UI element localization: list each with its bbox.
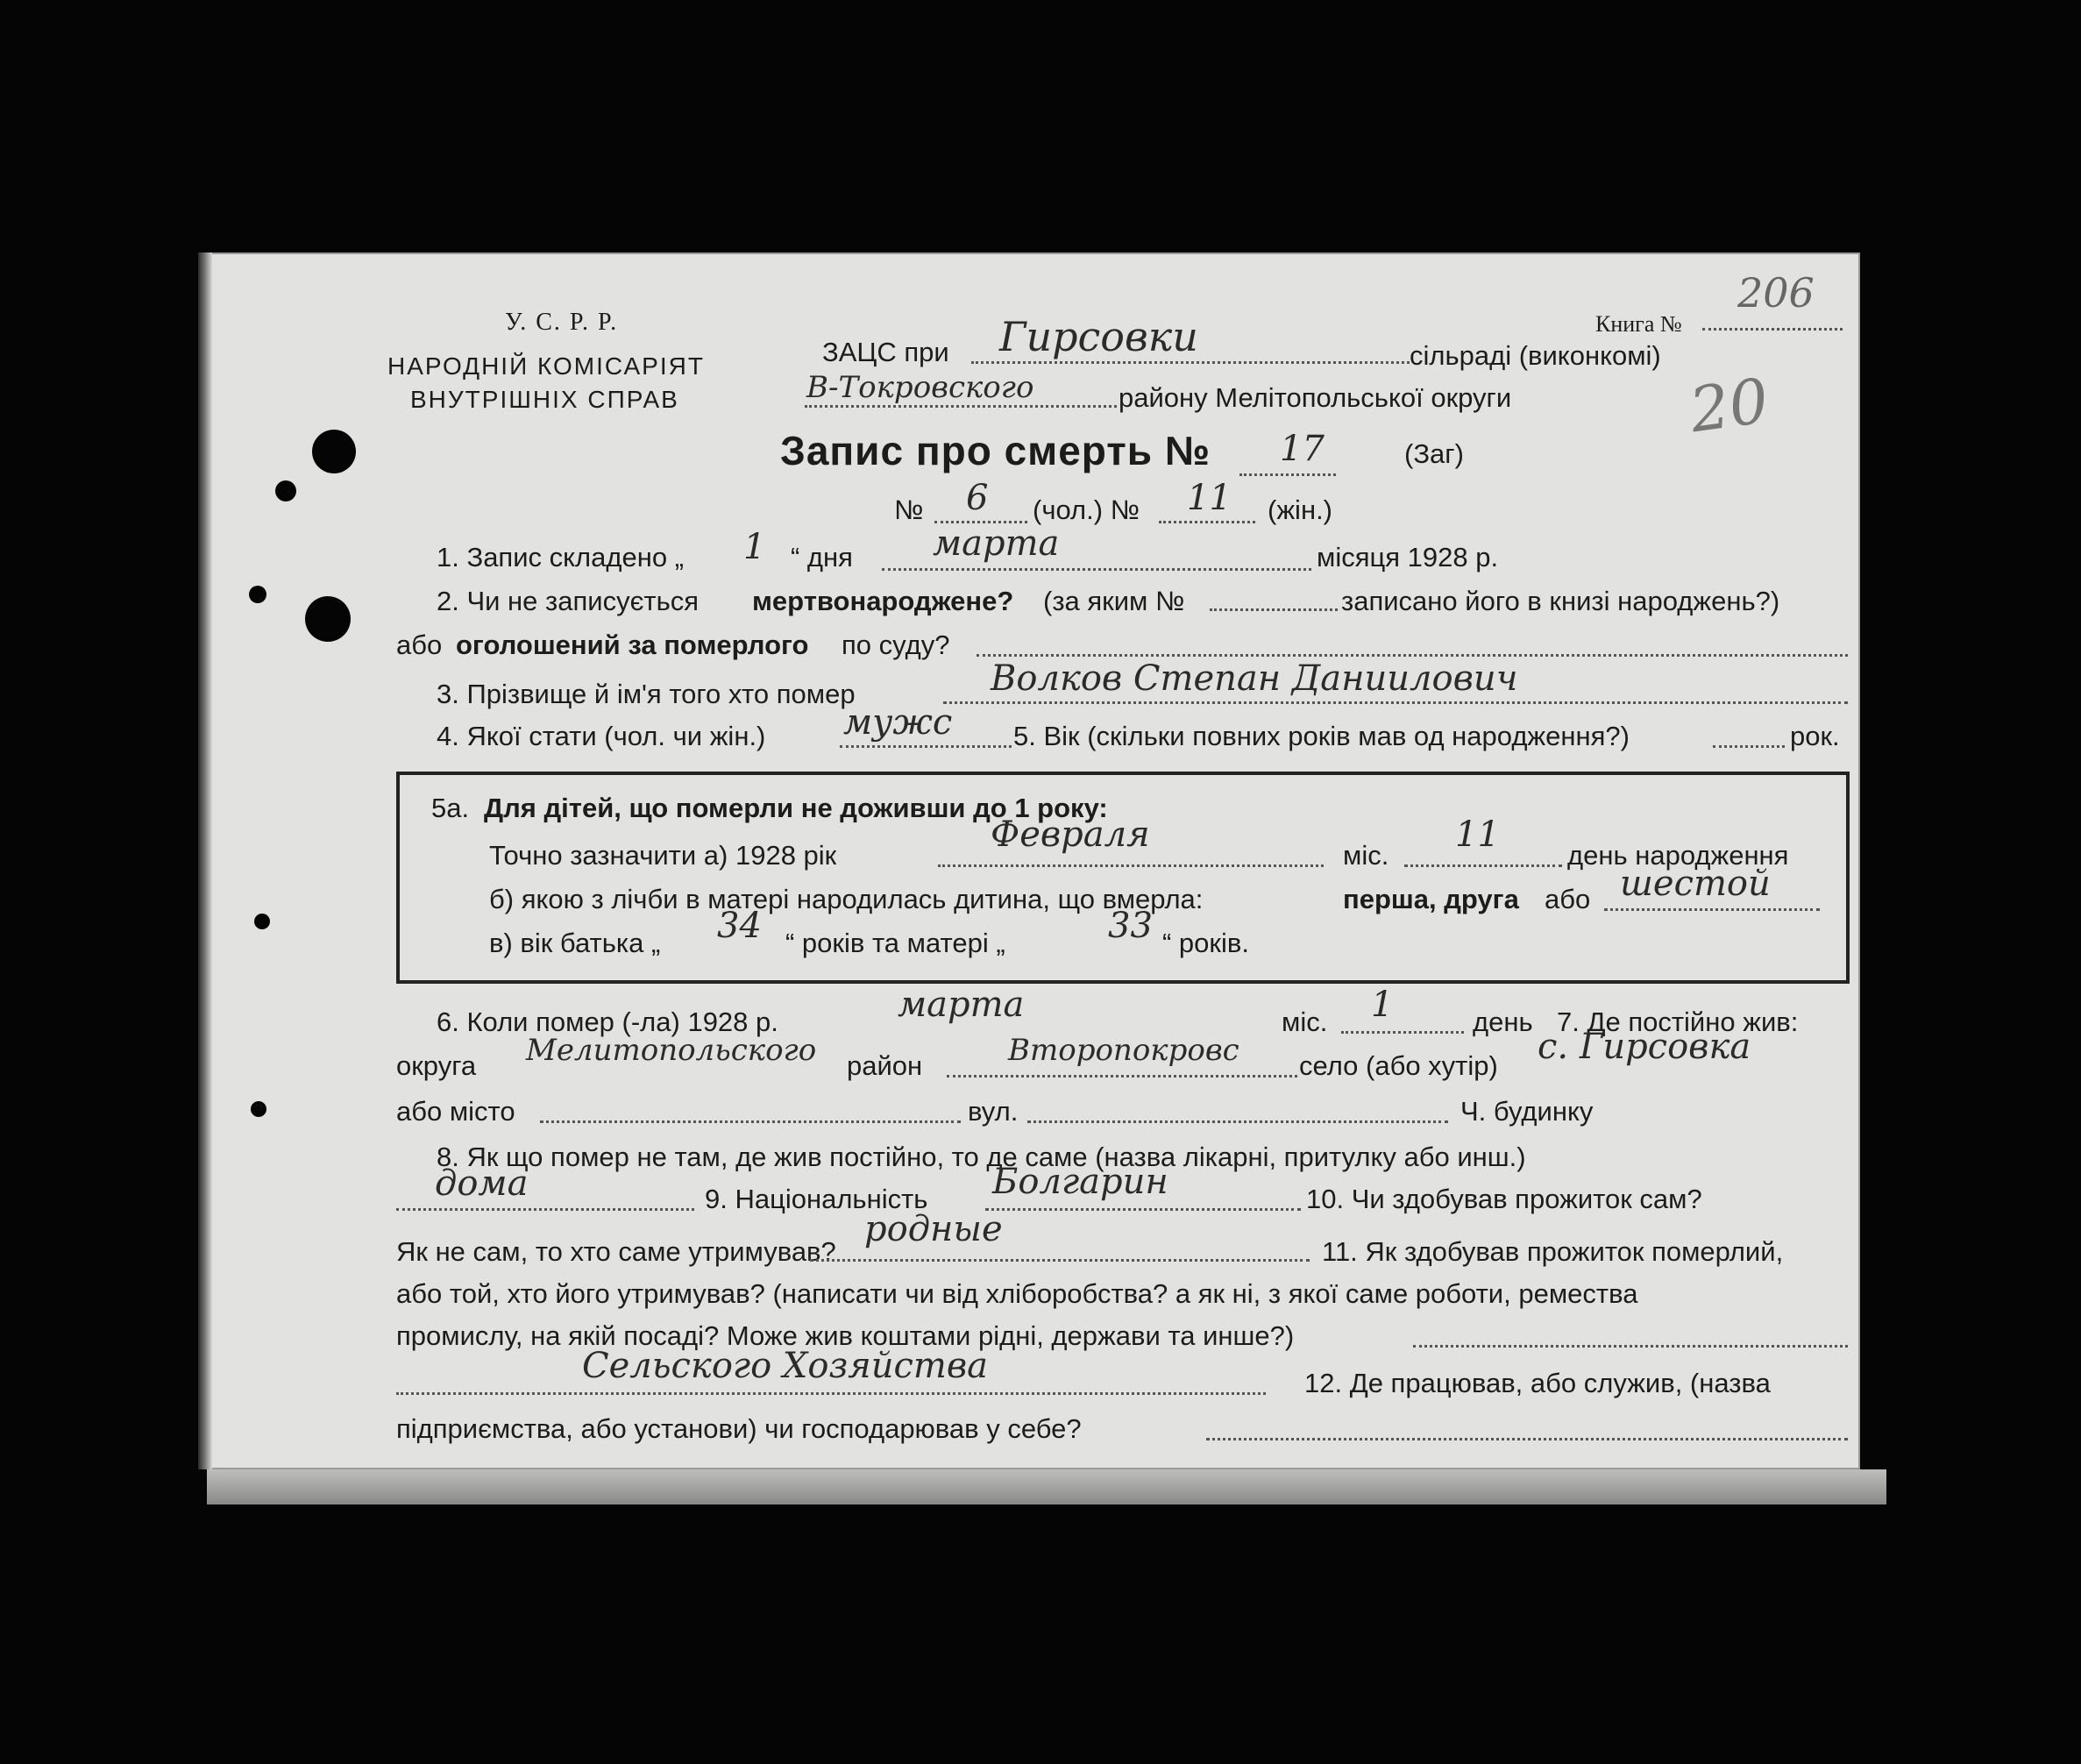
f8-place: дома xyxy=(435,1163,529,1204)
box5a-month: Февраля xyxy=(991,814,1150,855)
raion: Второпокровс xyxy=(1008,1033,1239,1068)
f9-nationality: Болгарин xyxy=(992,1162,1168,1202)
punch-hole xyxy=(305,596,351,642)
f3-label: 3. Прізвище й ім'я того хто помер xyxy=(437,679,856,709)
raion-label: район xyxy=(847,1050,923,1081)
f6-day-line xyxy=(1341,1031,1464,1034)
punch-hole xyxy=(249,586,266,603)
book-number: 206 xyxy=(1737,269,1815,317)
box5a-c-mid: “ років та матері „ xyxy=(785,928,1005,958)
male-no: 6 xyxy=(966,478,989,518)
female-no: 11 xyxy=(1187,478,1232,518)
f1-end: місяця 1928 р. xyxy=(1317,542,1499,573)
f5-label: 5. Вік (скільки повних років мав од народження?) xyxy=(1013,721,1630,751)
box5a-day-line xyxy=(1404,864,1562,867)
f2-a: 2. Чи не записується xyxy=(437,586,700,616)
box5a-mis: міс. xyxy=(1343,840,1389,871)
f4-line xyxy=(840,745,1012,748)
okruga-label: округа xyxy=(396,1050,477,1081)
f7-label: 7. Де постійно жив: xyxy=(1557,1006,1799,1037)
f2-line xyxy=(977,654,1848,657)
box5a-mother-age: 33 xyxy=(1108,906,1153,946)
punch-hole xyxy=(254,914,270,929)
book-label: Книга № xyxy=(1595,311,1682,337)
f9-line xyxy=(985,1208,1301,1211)
f5-line xyxy=(1713,745,1785,748)
zags-village: Гирсовки xyxy=(999,313,1198,360)
box5a-c-end: “ років. xyxy=(1162,928,1249,958)
usrr-label: У. С. Р. Р. xyxy=(505,309,619,336)
female-no-line xyxy=(1159,521,1255,523)
zags-line xyxy=(971,361,1410,364)
f2-e: по суду? xyxy=(842,629,950,660)
vul-line xyxy=(1027,1120,1448,1123)
f10b-supporter: родные xyxy=(864,1209,1003,1249)
punch-hole xyxy=(275,480,296,501)
vul-label: вул. xyxy=(968,1096,1019,1127)
female-label: (жін.) xyxy=(1268,494,1333,525)
record-number: 17 xyxy=(1280,429,1325,469)
f2-d: або xyxy=(396,629,443,660)
record-number-line xyxy=(1239,473,1336,476)
f6-den: день xyxy=(1473,1006,1533,1037)
district: В-Токровского xyxy=(806,370,1034,405)
selo-label: село (або хутір) xyxy=(1299,1050,1498,1081)
f5-end: рок. xyxy=(1790,721,1840,751)
okruga: Мелитопольского xyxy=(526,1033,817,1068)
f2-number-line xyxy=(1210,608,1338,611)
f6-label: 6. Коли помер (-ла) 1928 р. xyxy=(437,1006,778,1037)
f6-day: 1 xyxy=(1371,985,1394,1025)
record-title: Запис про смерть № xyxy=(780,428,1211,473)
box5a-order: шестой xyxy=(1620,864,1771,904)
f2-bold: мертвонароджене? xyxy=(752,586,1014,616)
punch-hole xyxy=(312,430,356,473)
f4-label: 4. Якої стати (чол. чи жін.) xyxy=(437,721,766,751)
f11-answer-line xyxy=(396,1392,1266,1395)
card-stack-edge xyxy=(207,1469,1886,1504)
f1-day: 1 xyxy=(743,527,766,567)
f11-line3: промислу, на якій посаді? Може жив коштами рідні, держави та инше?) xyxy=(396,1320,1295,1351)
f1-month: марта xyxy=(933,523,1060,564)
budynku-label: Ч. будинку xyxy=(1460,1096,1594,1127)
f1-month-line xyxy=(882,568,1311,571)
district-line xyxy=(805,405,1117,408)
f12-label: 12. Де працював, або служив, (назва xyxy=(1304,1368,1771,1398)
f9-label: 9. Національність xyxy=(705,1184,928,1214)
box5a-a-label: Точно зазначити а) 1928 рік xyxy=(489,840,837,871)
box5a-day: 11 xyxy=(1455,814,1500,855)
f8-line xyxy=(396,1208,694,1211)
box5a-title: Для дітей, що померли не доживши до 1 року: xyxy=(484,793,1108,823)
f8-label: 8. Як що помер не там, де жив постійно, то де саме (назва лікарні, притулку або инш.) xyxy=(437,1142,1526,1172)
male-no-label: № xyxy=(894,494,924,525)
box5a-num: 5a. xyxy=(431,793,470,823)
f2-c: записано його в книзі народжень?) xyxy=(1341,586,1780,616)
f12-line xyxy=(1206,1438,1848,1440)
f3-line xyxy=(943,701,1848,704)
ministry-line2: ВНУТРІШНІХ СПРАВ xyxy=(410,386,679,413)
ministry-line1: НАРОДНІЙ КОМІСАРІЯТ xyxy=(387,352,705,380)
f2-bold2: оголошений за померлого xyxy=(456,629,809,660)
pencil-mark: 20 xyxy=(1685,364,1773,447)
box5a-b-abo: або xyxy=(1545,884,1591,914)
f11-line2: або той, хто його утримував? (написати чи від хліборобства? а як ні, з якої саме роботи, ремества xyxy=(396,1278,1638,1309)
f3-name: Волков Степан Даниилович xyxy=(991,658,1518,699)
box5a-father-age: 34 xyxy=(717,906,762,946)
raion-line xyxy=(947,1075,1297,1078)
misto-line xyxy=(540,1120,961,1123)
f10-label: 10. Чи здобував прожиток сам? xyxy=(1306,1184,1702,1214)
misto-label: або місто xyxy=(396,1096,515,1127)
f1-mid: “ дня xyxy=(791,542,853,573)
punch-hole xyxy=(251,1101,266,1117)
f11-occupation: Сельского Хозяйства xyxy=(582,1346,988,1386)
f11-label: 11. Як здобував прожиток померлий, xyxy=(1322,1236,1784,1267)
box5a-b-bold: перша, друга xyxy=(1343,884,1519,914)
f2-b: (за яким № xyxy=(1043,586,1185,616)
f6-month: марта xyxy=(898,985,1025,1025)
f1-label: 1. Запис складено „ xyxy=(437,542,685,573)
box5a-a-end: день народження xyxy=(1567,840,1789,871)
book-number-line xyxy=(1702,328,1843,331)
f6-mis: міс. xyxy=(1282,1006,1328,1037)
district-label: району Мелітопольської округи xyxy=(1119,382,1512,413)
box5a-month-line xyxy=(938,864,1324,867)
male-label: (чол.) № xyxy=(1033,494,1140,525)
box5a-c-label: в) вік батька „ xyxy=(489,928,661,958)
box5a-b-line xyxy=(1604,908,1820,911)
card-worn-edge xyxy=(198,253,212,1469)
f12-line2: підприємства, або установи) чи господарював у себе? xyxy=(396,1413,1082,1444)
zags-label: ЗАЦС при xyxy=(822,337,949,367)
record-suffix: (Заг) xyxy=(1404,438,1464,469)
f11-line xyxy=(1413,1345,1848,1348)
selradi-label: сільраді (виконкомі) xyxy=(1410,340,1661,371)
f10b-line xyxy=(810,1259,1310,1262)
f10b-label: Як не сам, то хто саме утримував? xyxy=(396,1236,836,1267)
selo: с. Гирсовка xyxy=(1538,1027,1751,1067)
f4-sex: мужс xyxy=(843,702,953,743)
box5a-b-label: б) якою з лічби в матері народилась дитина, що вмерла: xyxy=(489,884,1204,914)
